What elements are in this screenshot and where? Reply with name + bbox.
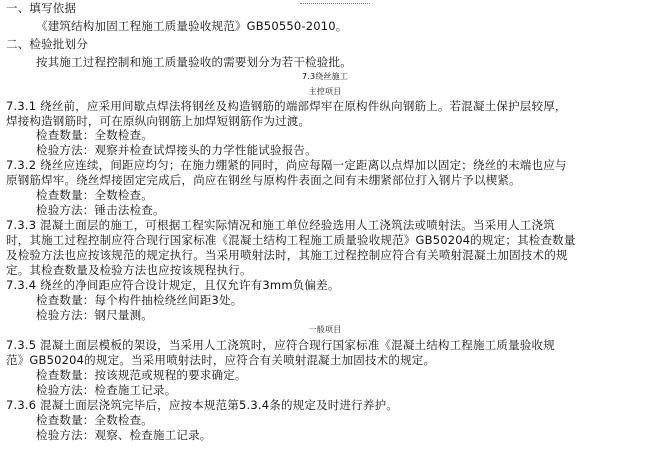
inspection-method-7-3-1: 检验方法：观察并检查试焊接头的力学性能试验报告。 — [36, 143, 317, 157]
clause-7-3-3-line-3: 及检验方法也应按该规范的规定执行。当采用喷射法时，其施工过程控制应符合有关喷射混凝土加固技术的规 — [6, 248, 568, 262]
inspection-method-7-3-5: 检验方法：检查施工记录。 — [36, 383, 177, 397]
clause-7-3-6: 7.3.6 混凝土面层浇筑完毕后，应按本规范第5.3.4条的规定及时进行养护。 — [6, 398, 398, 412]
inspection-quantity-7-3-4: 检查数量：每个构件抽检绕丝间距3处。 — [36, 293, 243, 307]
inspection-quantity-7-3-6: 检查数量：全数检查。 — [36, 413, 153, 427]
standard-reference: 《建筑结构加固工程施工质量验收规范》GB50550-2010。 — [36, 19, 348, 33]
inspection-method-7-3-2: 检验方法：锤击法检查。 — [36, 203, 165, 217]
batch-division-text: 按其施工过程控制和施工质量验收的需要划分为若干检验批。 — [36, 55, 352, 69]
inspection-method-7-3-4: 检验方法：钢尺量测。 — [36, 308, 153, 322]
clause-7-3-2-line-2: 原钢筋焊牢。绕丝焊接固定完成后，尚应在钢丝与原构件表面之间有未绷紧部位打入钢片予以楔紧。 — [6, 173, 521, 187]
general-items-heading: 一般项目 — [308, 325, 342, 334]
section-heading-batch-division: 二、检验批划分 — [6, 37, 88, 51]
inspection-method-7-3-6: 检验方法：观察、检查施工记录。 — [36, 428, 212, 442]
main-items-heading: 主控项目 — [308, 87, 342, 96]
page-top-edge — [300, 0, 370, 4]
clause-7-3-3-line-1: 7.3.3 混凝土面层的施工，可根据工程实际情况和施工单位经验选用人工浇筑法或喷射法。当采用人工浇筑 — [6, 218, 555, 232]
clause-7-3-1-line-2: 焊接构造钢筋时，可在原纵向钢筋上加焊短钢筋作为过渡。 — [6, 114, 311, 128]
clause-7-3-1-line-1: 7.3.1 绕丝前，应采用间歇点焊法将钢丝及构造钢筋的端部焊牢在原构件纵向钢筋上。若混凝土保护层较厚， — [6, 99, 567, 113]
chapter-title: 7.3绕丝施工 — [301, 72, 349, 81]
clause-7-3-3-line-4: 定。其检查数量及检验方法也应按该规程执行。 — [6, 263, 252, 277]
inspection-quantity-7-3-2: 检查数量：全数检查。 — [36, 188, 153, 202]
clause-7-3-4: 7.3.4 绕丝的净间距应符合设计规定，且仅允许有3mm负偏差。 — [6, 278, 340, 292]
clause-7-3-5-line-2: 范》GB50204的规定。当采用喷射法时，应符合有关喷射混凝土加固技术的规定。 — [6, 353, 436, 367]
clause-7-3-3-line-2: 时，其施工过程控制应符合现行国家标准《混凝土结构工程施工质量验收规范》GB50204的规定；其检查数量 — [6, 233, 576, 247]
clause-7-3-2-line-1: 7.3.2 绕丝应连续，间距应均匀；在施力绷紧的同时，尚应每隔一定距离以点焊加以固定；绕丝的末端也应与 — [6, 158, 567, 172]
section-heading-fill-basis: 一、填写依据 — [6, 1, 77, 15]
inspection-quantity-7-3-1: 检查数量：全数检查。 — [36, 128, 153, 142]
clause-7-3-5-line-1: 7.3.5 混凝土面层模板的架设，当采用人工浇筑时，应符合现行国家标准《混凝土结构工程施工质量验收规 — [6, 338, 555, 352]
inspection-quantity-7-3-5: 检查数量：按该规范或规程的要求确定。 — [36, 368, 247, 382]
